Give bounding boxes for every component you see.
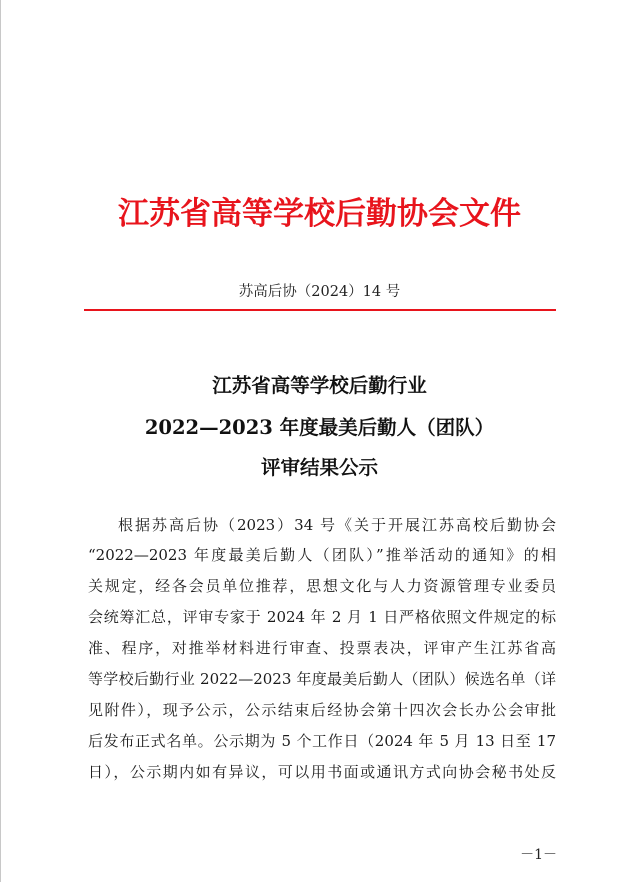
notice-title-line-1: 江苏省高等学校后勤行业 [212, 374, 427, 397]
body-line: “2022—2023 年度最美后勤人（团队）”推举活动的通知》的相 [88, 546, 556, 564]
document-number: 苏高后协（2024）14 号 [238, 284, 401, 300]
header-red-rule [84, 309, 556, 311]
notice-title-line-3: 评审结果公示 [260, 456, 378, 479]
body-line: 关规定，经各会员单位推荐，思想文化与人力资源管理专业委员 [88, 577, 556, 595]
body-line: 后发布正式名单。公示期为 5 个工作日（2024 年 5 月 13 日至 17 [88, 732, 556, 750]
body-line: 见附件），现予公示，公示结束后经协会第十四次会长办公会审批 [88, 701, 556, 719]
body-line: 准、程序，对推举材料进行审查、投票表决，评审产生江苏省高 [88, 639, 556, 657]
body-line: 会统筹汇总，评审专家于 2024 年 2 月 1 日严格依照文件规定的标 [88, 608, 556, 626]
body-line: 等学校后勤行业 2022—2023 年度最美后勤人（团队）候选名单（详 [88, 670, 556, 688]
notice-title-line-2: 2022—2023 年度最美后勤人（团队） [144, 416, 495, 439]
page-number: －1－ [520, 847, 557, 863]
document-header-title: 江苏省高等学校后勤协会文件 [118, 196, 521, 232]
page-edge [0, 0, 1, 882]
body-line: 根据苏高后协（2023）34 号《关于开展江苏高校后勤协会 [118, 516, 556, 534]
body-line: 日），公示期内如有异议，可以用书面或通讯方式向协会秘书处反 [88, 763, 556, 781]
